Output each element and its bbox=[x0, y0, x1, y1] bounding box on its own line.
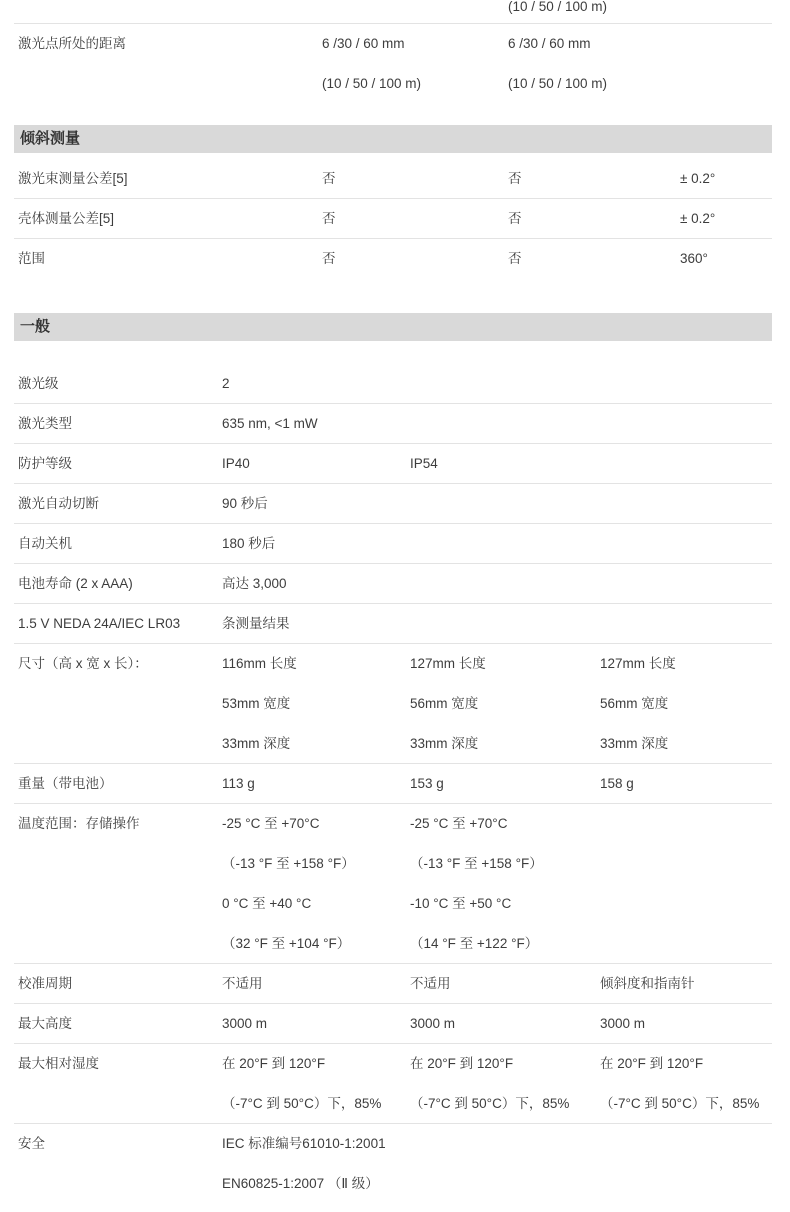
spec-cell bbox=[322, 199, 336, 239]
cell-value: (10 / 50 / 100 m) bbox=[508, 76, 608, 91]
spec-cell bbox=[508, 239, 522, 279]
cell-value: 113 g bbox=[222, 776, 255, 791]
row-label: 电池寿命 (2 x AAA) bbox=[18, 576, 133, 591]
spec-cell bbox=[222, 524, 275, 564]
spec-row bbox=[14, 1124, 772, 1204]
spec-cell bbox=[322, 24, 421, 104]
cell-value: (10 / 50 / 100 m) bbox=[322, 76, 422, 91]
row-label: 安全 bbox=[18, 1136, 45, 1151]
spec-row bbox=[14, 804, 772, 964]
spec-cell bbox=[410, 444, 438, 484]
cell-value: 153 g bbox=[410, 776, 444, 791]
row-label: 重量（带电池） bbox=[18, 776, 113, 791]
spec-cell bbox=[222, 444, 250, 484]
cell-value: 倾斜度和指南针 bbox=[600, 976, 695, 991]
cell-value: 否 bbox=[322, 171, 336, 186]
spec-row bbox=[14, 404, 772, 444]
spec-cell bbox=[680, 239, 708, 279]
cell-value: ± 0.2° bbox=[680, 211, 716, 226]
spec-cell bbox=[680, 159, 715, 199]
cell-value: 360° bbox=[680, 251, 708, 266]
cell-value: 3000 m bbox=[410, 1016, 456, 1031]
cell-value: 6 /30 / 60 mm bbox=[508, 36, 591, 51]
row-label: 最大相对湿度 bbox=[18, 1056, 99, 1071]
spec-sheet bbox=[14, 0, 772, 1204]
cell-value: EN60825-1:2007 （Ⅱ 级） bbox=[222, 1176, 379, 1191]
spec-row bbox=[14, 564, 772, 604]
cell-value: IP40 bbox=[222, 456, 250, 471]
cutoff-row bbox=[14, 0, 772, 24]
spec-cell bbox=[600, 764, 634, 804]
cell-value: （-13 °F 至 +158 °F） bbox=[222, 856, 355, 871]
cell-value: 180 秒后 bbox=[222, 536, 276, 551]
cell-value: -25 °C 至 +70°C bbox=[410, 816, 508, 831]
spec-cell bbox=[222, 764, 255, 804]
cutoff-cell-value: (10 / 50 / 100 m) bbox=[508, 0, 608, 14]
spec-cell bbox=[410, 964, 451, 1004]
spec-cell bbox=[410, 764, 444, 804]
cell-value: IEC 标准编号61010-1:2001 bbox=[222, 1136, 386, 1151]
spec-row bbox=[14, 239, 772, 279]
spec-row bbox=[14, 524, 772, 564]
cell-value: 否 bbox=[508, 251, 522, 266]
spec-row bbox=[14, 964, 772, 1004]
spec-cell bbox=[508, 199, 522, 239]
section-rows-general bbox=[14, 364, 772, 1204]
spec-cell bbox=[222, 644, 297, 764]
cell-value: 在 20°F 到 120°F bbox=[600, 1056, 704, 1071]
cell-value: 高达 3,000 bbox=[222, 576, 287, 591]
row-label: 1.5 V NEDA 24A/IEC LR03 bbox=[18, 616, 181, 631]
cell-value: 否 bbox=[508, 171, 522, 186]
cell-value: 条测量结果 bbox=[222, 616, 290, 631]
spec-cell bbox=[410, 804, 543, 964]
cell-value: 56mm 宽度 bbox=[410, 696, 479, 711]
cell-value: （-7°C 到 50°C）下，85% bbox=[410, 1096, 570, 1111]
spec-row bbox=[14, 644, 772, 764]
spec-cell bbox=[222, 1124, 386, 1204]
row-label: 防护等级 bbox=[18, 456, 72, 471]
spec-cell bbox=[508, 24, 607, 104]
spec-cell bbox=[222, 604, 290, 644]
cell-value: 不适用 bbox=[410, 976, 451, 991]
cell-value: 不适用 bbox=[222, 976, 263, 991]
row-label: 范围 bbox=[18, 251, 45, 266]
spec-cell bbox=[410, 1004, 455, 1044]
cell-value: 否 bbox=[322, 251, 336, 266]
spec-cell bbox=[410, 644, 486, 764]
cell-value: 33mm 深度 bbox=[410, 736, 479, 751]
cell-value: 否 bbox=[508, 211, 522, 226]
spec-row bbox=[14, 1004, 772, 1044]
row-label: 激光自动切断 bbox=[18, 496, 99, 511]
spec-cell bbox=[600, 644, 676, 764]
spec-cell bbox=[600, 964, 695, 1004]
laser-dot-distance-row-mount bbox=[14, 24, 772, 104]
cell-value: 0 °C 至 +40 °C bbox=[222, 896, 312, 911]
row-label: 最大高度 bbox=[18, 1016, 72, 1031]
cell-value: ± 0.2° bbox=[680, 171, 716, 186]
spec-cell bbox=[410, 1044, 569, 1124]
cell-value: 158 g bbox=[600, 776, 634, 791]
spec-cell bbox=[222, 964, 263, 1004]
spec-row bbox=[14, 199, 772, 239]
spec-cell bbox=[222, 404, 318, 444]
spec-row bbox=[14, 364, 772, 404]
cell-value: 53mm 宽度 bbox=[222, 696, 291, 711]
cell-value: 635 nm, <1 mW bbox=[222, 416, 318, 431]
cell-value: -10 °C 至 +50 °C bbox=[410, 896, 512, 911]
cell-value: （-7°C 到 50°C）下，85% bbox=[600, 1096, 760, 1111]
spec-cell bbox=[600, 1044, 759, 1124]
spec-cell bbox=[222, 484, 268, 524]
row-label: 尺寸（高 x 宽 x 长）： bbox=[18, 656, 148, 671]
row-label: 激光类型 bbox=[18, 416, 72, 431]
cell-value: 127mm 长度 bbox=[600, 656, 676, 671]
section-header-tilt: 倾斜测量 bbox=[14, 125, 772, 153]
cell-value: 90 秒后 bbox=[222, 496, 268, 511]
spec-row bbox=[14, 24, 772, 104]
cell-value: 3000 m bbox=[222, 1016, 268, 1031]
cell-value: （32 °F 至 +104 °F） bbox=[222, 936, 351, 951]
cell-value: 3000 m bbox=[600, 1016, 646, 1031]
cell-value: 在 20°F 到 120°F bbox=[222, 1056, 326, 1071]
section-rows-tilt bbox=[14, 159, 772, 279]
cell-value: 否 bbox=[322, 211, 336, 226]
row-label: 激光束测量公差[5] bbox=[18, 171, 128, 186]
cell-value: 2 bbox=[222, 376, 230, 391]
cell-value: （-13 °F 至 +158 °F） bbox=[410, 856, 543, 871]
row-label: 自动关机 bbox=[18, 536, 72, 551]
spec-row bbox=[14, 604, 772, 644]
row-label: 壳体测量公差[5] bbox=[18, 211, 115, 226]
spec-row bbox=[14, 159, 772, 199]
spec-cell bbox=[322, 159, 336, 199]
spec-row bbox=[14, 1044, 772, 1124]
cell-value: 33mm 深度 bbox=[600, 736, 669, 751]
spec-sections bbox=[14, 125, 772, 1204]
spec-cell bbox=[508, 159, 522, 199]
cell-value: IP54 bbox=[410, 456, 438, 471]
cell-value: 6 /30 / 60 mm bbox=[322, 36, 405, 51]
cell-value: 56mm 宽度 bbox=[600, 696, 669, 711]
cell-value: （-7°C 到 50°C）下，85% bbox=[222, 1096, 382, 1111]
section-header-general: 一般 bbox=[14, 313, 772, 341]
cell-value: 33mm 深度 bbox=[222, 736, 291, 751]
spec-cell bbox=[222, 1044, 381, 1124]
row-label: 激光点所处的距离 bbox=[18, 36, 126, 51]
spec-cell bbox=[680, 199, 715, 239]
spec-row bbox=[14, 444, 772, 484]
cell-value: -25 °C 至 +70°C bbox=[222, 816, 320, 831]
spec-row bbox=[14, 764, 772, 804]
row-label: 温度范围：存储操作 bbox=[18, 816, 140, 831]
cell-value: 116mm 长度 bbox=[222, 656, 297, 671]
cell-value: （14 °F 至 +122 °F） bbox=[410, 936, 539, 951]
row-label: 校准周期 bbox=[18, 976, 72, 991]
spec-cell bbox=[222, 564, 287, 604]
spec-cell bbox=[222, 364, 230, 404]
row-label: 激光级 bbox=[18, 376, 59, 391]
cell-value: 在 20°F 到 120°F bbox=[410, 1056, 514, 1071]
spec-row bbox=[14, 484, 772, 524]
spec-cell bbox=[600, 1004, 645, 1044]
spec-cell bbox=[322, 239, 336, 279]
spec-cell bbox=[222, 804, 355, 964]
spec-cell bbox=[222, 1004, 267, 1044]
cell-value: 127mm 长度 bbox=[410, 656, 486, 671]
